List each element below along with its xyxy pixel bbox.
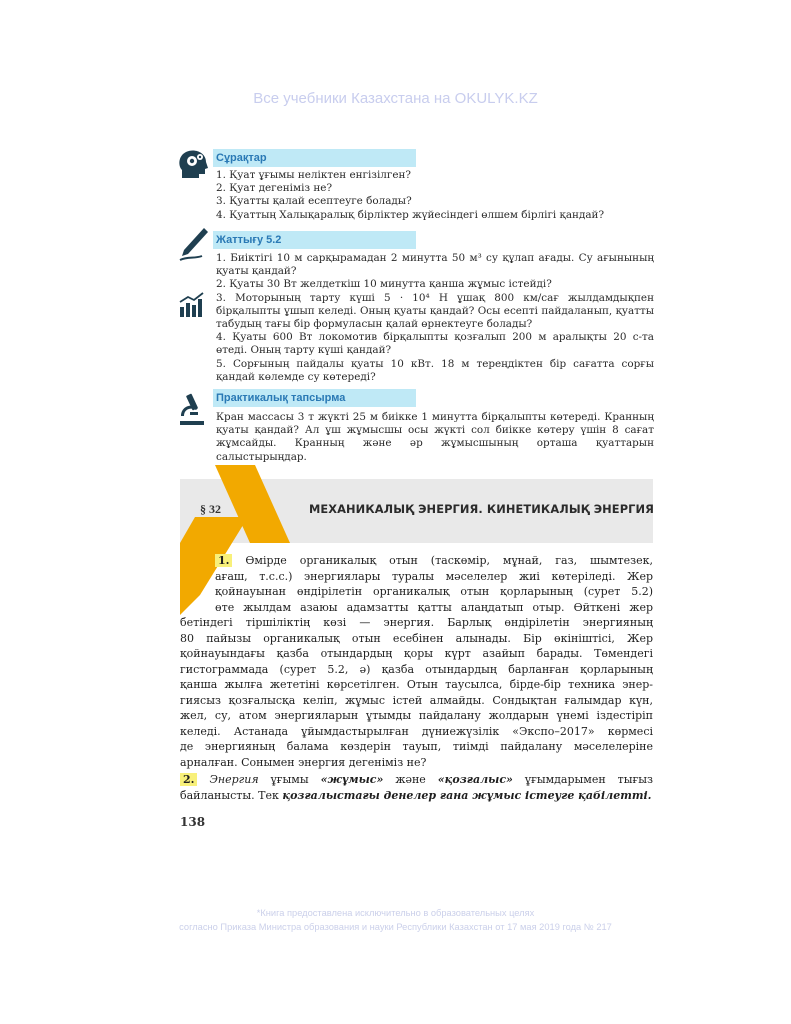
- question-item: 2. Қуат дегеніміз не?: [216, 182, 333, 195]
- exercise-item: 4. Қуаты 600 Вт локомотив бірқалыпты қозғалып 200 м аралықты 20 с-та өтеді. Оның тарту күші қандай?: [216, 331, 654, 357]
- paragraph-line: арналған. Сонымен энергия дегеніміз не?: [180, 755, 427, 769]
- exercise-heading: Жаттығу 5.2: [213, 231, 416, 249]
- exercise-list: [216, 252, 654, 384]
- paragraph-line: [180, 788, 653, 804]
- paragraph-line: [215, 553, 653, 569]
- pen-icon: [178, 226, 210, 262]
- term-energy: Энергия: [209, 773, 259, 786]
- paragraph-line: гистограммада (сурет 5.2, ә) қазба отындардың барланған қорларының: [180, 662, 653, 676]
- bar-chart-icon: [178, 292, 206, 318]
- text-run: байланысты. Тек: [180, 788, 283, 802]
- exercise-item: 1. Биіктігі 10 м сарқырамадан 2 минутта 50 м³ су құлап ағады. Су ағынының қуаты қандай?: [216, 252, 654, 278]
- paragraph-line: қанша жылға жететіні көрсетілген. Отын таусылса, бірде-бір техника энер-: [180, 678, 653, 691]
- question-item: 3. Қуатты қалай есептеуге болады?: [216, 195, 412, 208]
- text-run: ұғымы: [258, 773, 321, 786]
- emphasis-statement: қозғалыстағы денелер ғана жұмыс істеуге қабілетті.: [282, 788, 652, 802]
- paragraph-number: 2.: [180, 773, 197, 786]
- paragraph-line: жел, су, атом энергияларын ұтымды пайдалану жолдарын үнемі іздестіріп: [180, 709, 653, 722]
- paragraph-line: келеді. Астанада ұйымдастырылған дүниежүзілік «Экспо–2017» көрмесі: [180, 724, 653, 738]
- paragraph-1-narrow: [215, 553, 653, 615]
- paragraph-line: өте жылдам азаюы адамзатты қатты алаңдатып отыр. Өйткені жер: [215, 600, 653, 614]
- text-run: ұғымдарымен тығыз: [512, 773, 654, 786]
- section-number: § 32: [200, 502, 221, 516]
- paragraph-line: бетіндегі тіршіліктің көзі — энергия. Барлық өндірілетін энергияның: [180, 616, 653, 629]
- questions-list: [216, 169, 654, 222]
- paragraph-2: [180, 772, 653, 803]
- section-title: МЕХАНИКАЛЫҚ ЭНЕРГИЯ. КИНЕТИКАЛЫҚ ЭНЕРГИЯ: [308, 502, 654, 516]
- paragraph-line-text: Өмірде органикалық отын (таскөмір, мұнай, газ, шымтезек,: [245, 554, 653, 567]
- practical-paragraph: Кран массасы 3 т жүкті 25 м биікке 1 минутта бірқалыпты көтереді. Кранның қуаты қандай? Ал ұш жұмысшы осы жүкті сол биікке көтеру үшін 8 сағат жұмсайды. Кранның және әр жұмысшының орташа қуаттарын салыстырыңдар.: [216, 411, 654, 463]
- practical-text: [216, 411, 654, 464]
- question-item: 1. Қуат ұғымы неліктен енгізілген?: [216, 169, 411, 181]
- term-work: «жұмыс»: [320, 773, 384, 786]
- question-item: 4. Қуаттың Халықаралық бірліктер жүйесіндегі өлшем бірлігі қандай?: [216, 208, 605, 221]
- questions-heading: Сұрақтар: [213, 149, 416, 167]
- paragraph-1-wide: [180, 615, 653, 770]
- exercise-item: 2. Қуаты 30 Вт желдеткіш 10 минутта қанша жұмыс істейді?: [216, 278, 552, 291]
- paragraph-number: 1.: [215, 554, 232, 567]
- exercise-item: 3. Моторының тарту күші 5 · 10⁴ Н ұшақ 800 км/сағ жылдамдықпен бірқалыпты ұшып келеді. Оның қуаты қандай? Осы есепті пайдаланып, қуатты табудың тағы бір формуласын қалай өрнектеуге болады?: [216, 291, 654, 331]
- paragraph-line: қойнауындағы қазба отындардың қоры күрт азайып барады. Төмендегі: [180, 647, 653, 660]
- footer-line-2: согласно Приказа Министра образования и науки Республики Казахстан от 17 мая 2019 года № 217: [179, 922, 612, 932]
- text-run: және: [383, 773, 438, 786]
- head-gears-icon: [178, 148, 210, 182]
- paragraph-line: [180, 772, 653, 788]
- practical-heading: Практикалық тапсырма: [213, 389, 416, 407]
- paragraph-line: ағаш, т.с.с.) энергиялары туралы мәселелер жиі көтеріледі. Жер: [215, 569, 653, 583]
- exercise-item: 5. Сорғының пайдалы қуаты 10 кВт. 18 м тереңдіктен бір сағатта сорғы қандай көлемде су көтереді?: [216, 357, 654, 383]
- footer-line-1: *Книга предоставлена исключительно в образовательных целях: [256, 908, 535, 918]
- page-number: 138: [180, 815, 206, 829]
- paragraph-line: 80 пайызы органикалық отын есебінен алынады. Бір өкініштісі, Жер: [180, 631, 653, 645]
- watermark-text: Все учебники Казахстана на OKULYK.KZ: [253, 90, 538, 107]
- paragraph-line: де энергияның балама көздерін тауып, тиімді пайдалану мәселелеріне: [180, 740, 653, 753]
- paragraph-line: қойнауынан өндірілетін органикалық отын қорларының (сурет 5.2): [215, 585, 653, 598]
- microscope-icon: [178, 392, 208, 426]
- paragraph-line: гиясыз қозғалысқа келіп, жұмыс істей алмайды. Сондықтан ғалымдар күн,: [180, 693, 653, 707]
- term-motion: «қозғалыс»: [437, 773, 513, 786]
